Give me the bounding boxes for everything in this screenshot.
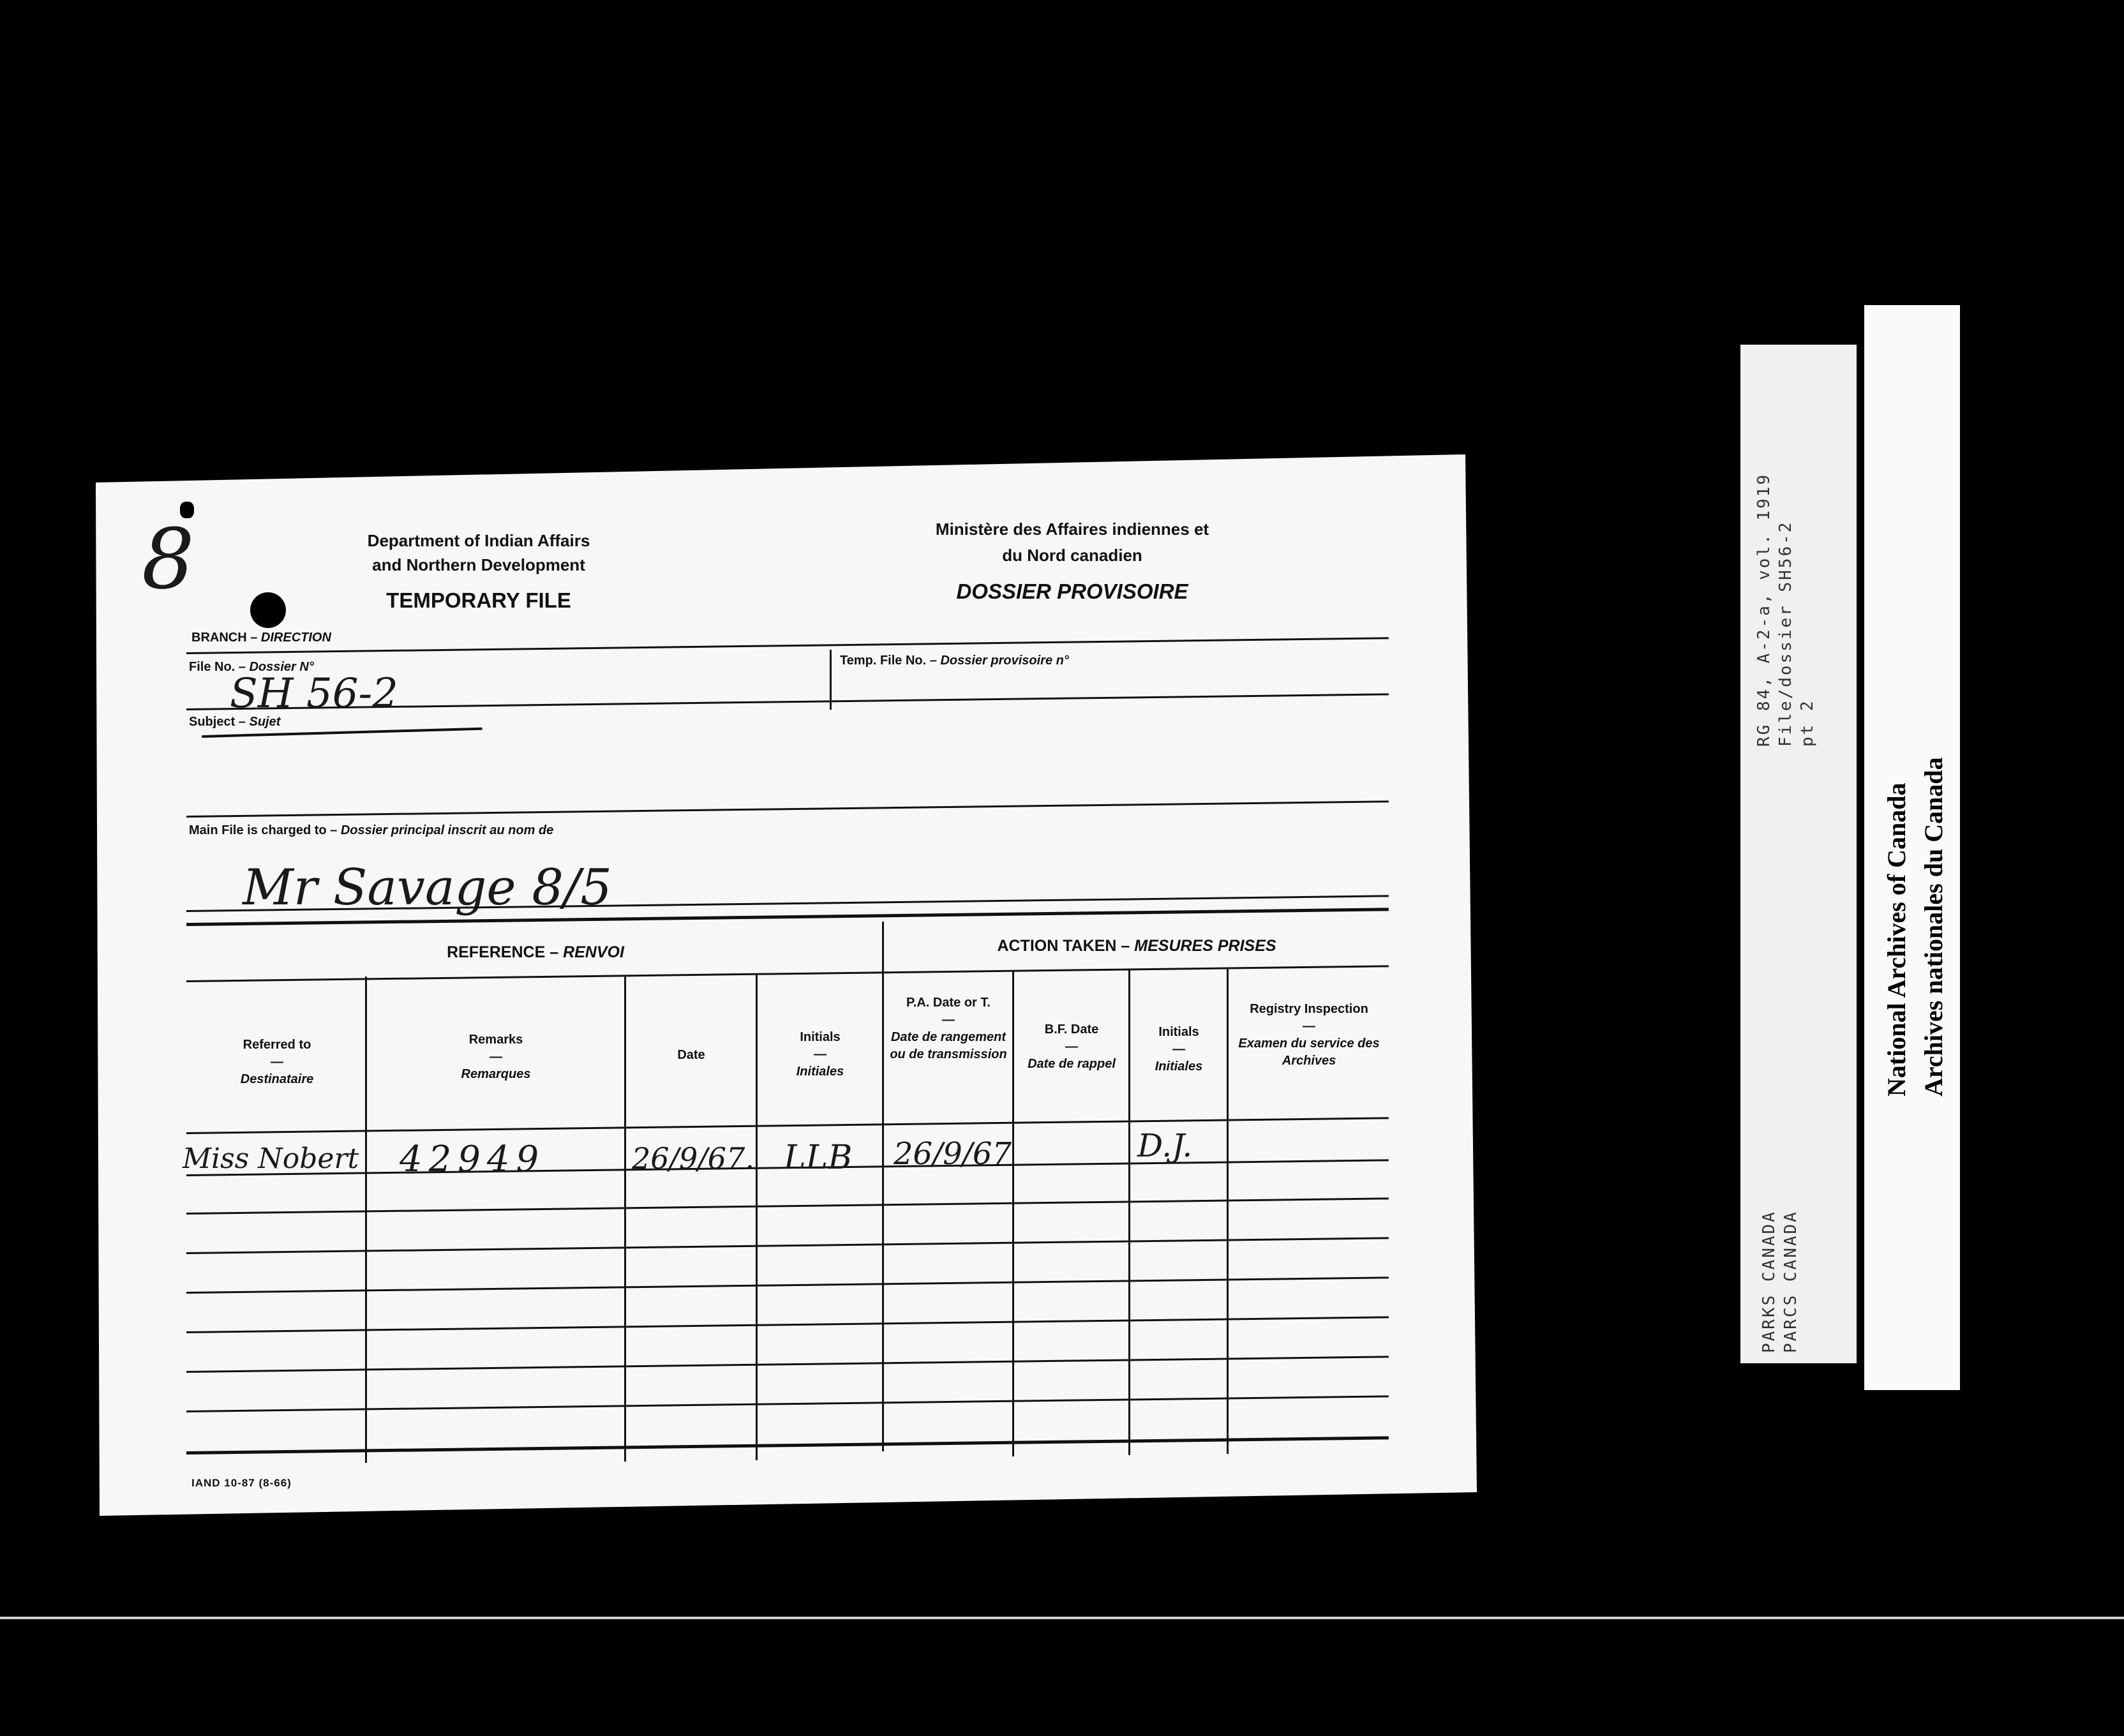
row-0-initials: LLB [784, 1139, 853, 1177]
dept-en-line2: and Northern Development [372, 555, 585, 574]
action-header: ACTION TAKEN – MESURES PRISES [997, 937, 1276, 955]
punch-hole-mark [250, 592, 286, 628]
temp-file-label: Temp. File No. – Dossier provisoire n° [840, 654, 1069, 668]
national-archives-text: National Archives of Canada Archives nationales du Canada [1882, 757, 1948, 1096]
col-divider-7 [1227, 968, 1229, 1454]
title-en: TEMPORARY FILE [386, 588, 571, 612]
branch-label: BRANCH – DIRECTION [191, 631, 331, 645]
national-archives-strip [1864, 305, 1960, 1390]
section-divider [882, 922, 884, 1451]
file-no-value: SH 56-2 [230, 670, 398, 717]
dept-fr-line2: du Nord canadien [1002, 546, 1142, 565]
col-divider-2 [624, 975, 626, 1462]
row-0-referred-to: Miss Nobert [183, 1142, 359, 1175]
col-header-bf-date: B.F. Date — Date de rappel [1028, 1022, 1116, 1071]
row-0-remarks: 42949 [400, 1139, 546, 1180]
col-divider-3 [756, 974, 758, 1460]
row-0-initials-2: D.J. [1137, 1127, 1193, 1164]
col-header-referred-to: Referred to — Destinataire [240, 1038, 314, 1086]
rule-file-divider [830, 650, 832, 710]
margin-mark: 8 [142, 511, 195, 608]
col-divider-6 [1128, 969, 1130, 1455]
form-code: IAND 10-87 (8-66) [191, 1477, 292, 1489]
reference-header: REFERENCE – RENVOI [447, 943, 624, 961]
archive-reference-strip [1740, 345, 1857, 1363]
col-header-initials: Initials — Initiales [796, 1030, 844, 1079]
archive-reference-text: RG 84, A-2-a, vol. 1919 File/dossier SH56-2 pt 2 [1754, 472, 1817, 747]
col-header-date: Date [677, 1048, 705, 1062]
col-header-remarks: Remarks — Remarques [461, 1033, 531, 1081]
dept-en-line1: Department of Indian Affairs [367, 531, 590, 550]
file-no-label: File No. – Dossier N° [189, 660, 314, 674]
title-fr: DOSSIER PROVISOIRE [956, 580, 1188, 603]
col-header-initials-2: Initials — Initiales [1155, 1025, 1203, 1074]
row-0-date: 26/9/67. [632, 1141, 754, 1176]
col-divider-5 [1012, 970, 1014, 1456]
parks-canada-text: PARKS CANADA PARCS CANADA [1760, 1210, 1800, 1353]
col-header-pa-date: P.A. Date or T. — Date de rangement ou de transmission [890, 996, 1007, 1061]
main-file-label: Main File is charged to – Dossier principal inscrit au nom de [189, 823, 554, 837]
scan-bottom-line [0, 1617, 2124, 1619]
col-header-registry: Registry Inspection — Examen du service des Archives [1238, 1002, 1380, 1068]
col-divider-1 [365, 976, 367, 1463]
main-file-value: Mr Savage 8/5 [243, 859, 612, 917]
row-0-pa-date: 26/9/67 [894, 1136, 1012, 1172]
subject-label: Subject – Sujet [189, 715, 281, 729]
dept-fr-line1: Ministère des Affaires indiennes et [935, 520, 1209, 539]
